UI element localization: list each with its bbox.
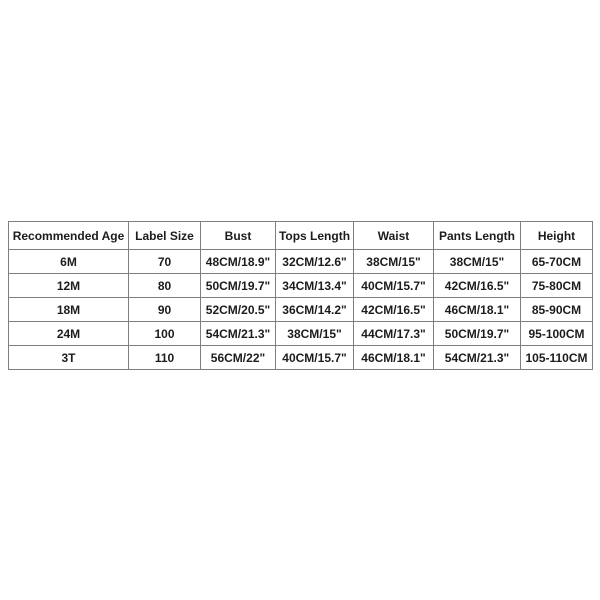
cell-label-size: 80 — [129, 274, 201, 298]
cell-waist: 46CM/18.1" — [354, 346, 434, 370]
cell-label-size: 70 — [129, 250, 201, 274]
cell-waist: 38CM/15" — [354, 250, 434, 274]
size-row-6m — [9, 250, 593, 274]
header-row — [9, 222, 593, 250]
cell-label-size: 100 — [129, 322, 201, 346]
cell-height: 85-90CM — [521, 298, 593, 322]
header-cell-waist: Waist — [354, 222, 434, 250]
cell-tops-length: 38CM/15" — [276, 322, 354, 346]
cell-recommended-age: 24M — [9, 322, 129, 346]
size-row-18m — [9, 298, 593, 322]
cell-pants-length: 54CM/21.3" — [434, 346, 521, 370]
cell-tops-length: 40CM/15.7" — [276, 346, 354, 370]
cell-waist: 40CM/15.7" — [354, 274, 434, 298]
header-cell-tops-length: Tops Length — [276, 222, 354, 250]
cell-height: 95-100CM — [521, 322, 593, 346]
size-row-12m — [9, 274, 593, 298]
cell-tops-length: 36CM/14.2" — [276, 298, 354, 322]
header-cell-pants-length: Pants Length — [434, 222, 521, 250]
header-cell-recommended-age: Recommended Age — [9, 222, 129, 250]
cell-tops-length: 32CM/12.6" — [276, 250, 354, 274]
cell-tops-length: 34CM/13.4" — [276, 274, 354, 298]
cell-label-size: 110 — [129, 346, 201, 370]
cell-recommended-age: 6M — [9, 250, 129, 274]
cell-pants-length: 38CM/15" — [434, 250, 521, 274]
size-row-3t — [9, 346, 593, 370]
cell-recommended-age: 12M — [9, 274, 129, 298]
cell-pants-length: 46CM/18.1" — [434, 298, 521, 322]
cell-height: 75-80CM — [521, 274, 593, 298]
cell-bust: 52CM/20.5" — [201, 298, 276, 322]
size-row-24m — [9, 322, 593, 346]
cell-bust: 54CM/21.3" — [201, 322, 276, 346]
cell-pants-length: 50CM/19.7" — [434, 322, 521, 346]
cell-waist: 44CM/17.3" — [354, 322, 434, 346]
cell-bust: 48CM/18.9" — [201, 250, 276, 274]
cell-waist: 42CM/16.5" — [354, 298, 434, 322]
cell-recommended-age: 3T — [9, 346, 129, 370]
cell-label-size: 90 — [129, 298, 201, 322]
cell-height: 105-110CM — [521, 346, 593, 370]
header-cell-height: Height — [521, 222, 593, 250]
header-cell-bust: Bust — [201, 222, 276, 250]
cell-pants-length: 42CM/16.5" — [434, 274, 521, 298]
size-chart-table — [8, 221, 593, 370]
cell-bust: 50CM/19.7" — [201, 274, 276, 298]
cell-bust: 56CM/22" — [201, 346, 276, 370]
cell-recommended-age: 18M — [9, 298, 129, 322]
header-cell-label-size: Label Size — [129, 222, 201, 250]
cell-height: 65-70CM — [521, 250, 593, 274]
